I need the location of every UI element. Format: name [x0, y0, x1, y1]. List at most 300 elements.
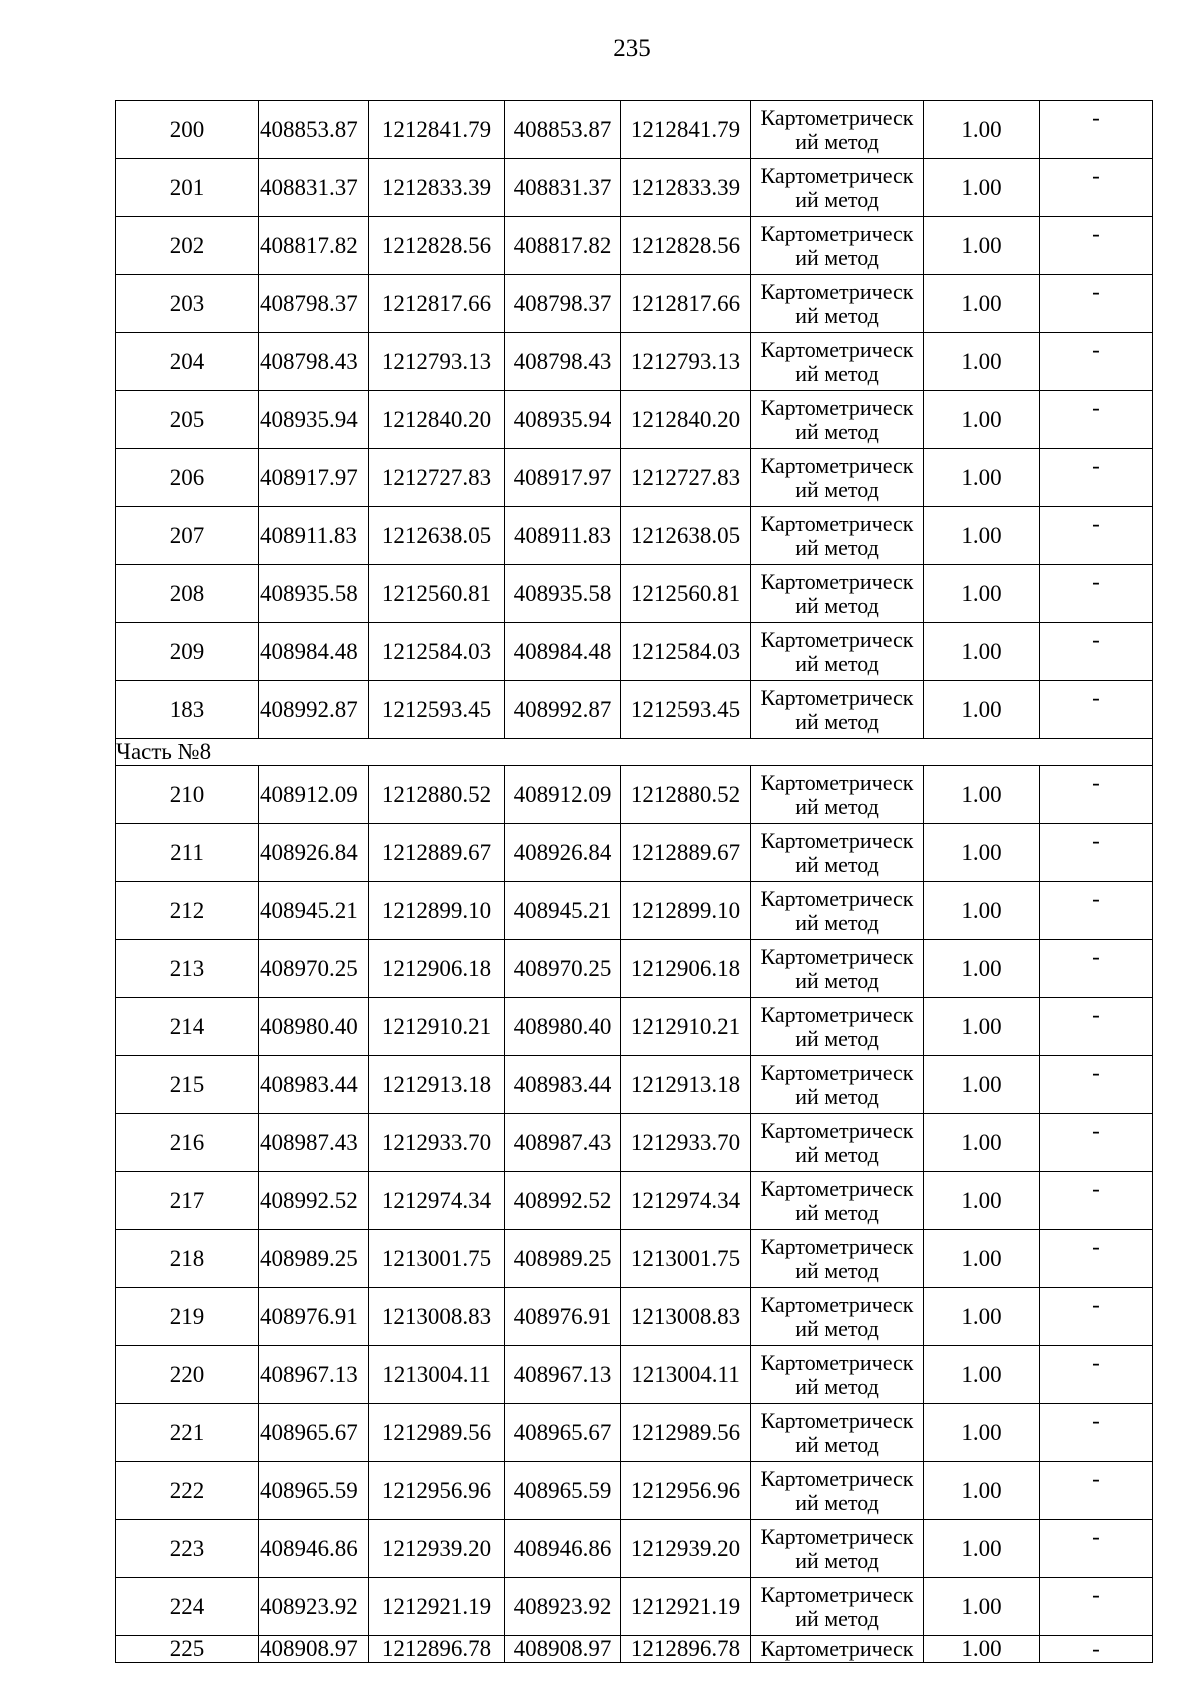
- x-specified-cell: 408983.44: [505, 1056, 621, 1114]
- y-existing-cell: 1212817.66: [369, 275, 505, 333]
- x-specified-cell: 408912.09: [505, 766, 621, 824]
- y-specified-cell: 1213001.75: [621, 1230, 751, 1288]
- method-line-2: ий метод: [795, 244, 879, 270]
- y-existing-cell: 1212989.56: [369, 1404, 505, 1462]
- method-line-1: Картометрическ: [760, 1465, 914, 1491]
- table-row: [116, 1404, 1153, 1462]
- table-row: [116, 1230, 1153, 1288]
- method-line-2: ий метод: [795, 1431, 879, 1457]
- y-existing-cell: 1212933.70: [369, 1114, 505, 1172]
- method-line-1: Картометрическ: [760, 1233, 914, 1259]
- point-number-cell: 208: [116, 565, 259, 623]
- y-specified-cell: 1212906.18: [621, 940, 751, 998]
- description-cell: -: [1040, 1520, 1153, 1578]
- table-row: [116, 998, 1153, 1056]
- method-line-1: Картометрическ: [760, 1581, 914, 1607]
- y-specified-cell: 1212833.39: [621, 159, 751, 217]
- method-line-1: Картометрическ: [760, 336, 914, 362]
- y-specified-cell: 1212593.45: [621, 681, 751, 739]
- method-cell: [751, 1520, 924, 1578]
- method-cell: [751, 275, 924, 333]
- method-line-1: Картометрическ: [760, 568, 914, 594]
- point-number-cell: 206: [116, 449, 259, 507]
- y-existing-cell: 1212793.13: [369, 333, 505, 391]
- x-existing-cell: 408967.13: [259, 1346, 369, 1404]
- description-cell: -: [1040, 824, 1153, 882]
- y-specified-cell: 1212956.96: [621, 1462, 751, 1520]
- method-cell: [751, 882, 924, 940]
- table-body-part-b: [116, 766, 1153, 1636]
- point-number-cell: 204: [116, 333, 259, 391]
- y-specified-cell: 1212989.56: [621, 1404, 751, 1462]
- x-existing-cell: 408992.52: [259, 1172, 369, 1230]
- description-cell: -: [1040, 101, 1153, 159]
- method-cell: [751, 449, 924, 507]
- table-row: [116, 623, 1153, 681]
- point-number-cell: 214: [116, 998, 259, 1056]
- method-cell: [751, 1172, 924, 1230]
- method-line-1: Картометрическ: [760, 1175, 914, 1201]
- method-line-2: ий метод: [795, 793, 879, 819]
- method-cell: [751, 766, 924, 824]
- accuracy-cell: 1.00: [924, 1056, 1040, 1114]
- description-cell: -: [1040, 1636, 1153, 1663]
- method-cell: [751, 565, 924, 623]
- method-line-1: Картометрическ: [760, 220, 914, 246]
- point-number-cell: 212: [116, 882, 259, 940]
- y-existing-cell: 1212899.10: [369, 882, 505, 940]
- point-number-cell: 202: [116, 217, 259, 275]
- method-line-1: Картометрическ: [760, 394, 914, 420]
- point-number-cell: 223: [116, 1520, 259, 1578]
- x-existing-cell: 408976.91: [259, 1288, 369, 1346]
- x-specified-cell: 408798.37: [505, 275, 621, 333]
- x-specified-cell: 408908.97: [505, 1636, 621, 1663]
- y-specified-cell: 1212889.67: [621, 824, 751, 882]
- y-specified-cell: 1212880.52: [621, 766, 751, 824]
- table-row: [116, 449, 1153, 507]
- x-existing-cell: 408984.48: [259, 623, 369, 681]
- y-existing-cell: 1212921.19: [369, 1578, 505, 1636]
- method-cell: [751, 1230, 924, 1288]
- y-specified-cell: 1212974.34: [621, 1172, 751, 1230]
- table-row: [116, 1172, 1153, 1230]
- table-row: [116, 217, 1153, 275]
- method-line-2: ий метод: [795, 360, 879, 386]
- table-row: [116, 1056, 1153, 1114]
- method-line-1: Картометрическ: [760, 885, 914, 911]
- point-number-cell: 218: [116, 1230, 259, 1288]
- method-line-2: ий метод: [795, 592, 879, 618]
- y-existing-cell: 1212896.78: [369, 1636, 505, 1663]
- method-line-2: ий метод: [795, 418, 879, 444]
- x-specified-cell: 408935.94: [505, 391, 621, 449]
- point-number-cell: 210: [116, 766, 259, 824]
- method-line-2: ий метод: [795, 1605, 879, 1631]
- y-specified-cell: 1212840.20: [621, 391, 751, 449]
- table-row: [116, 1462, 1153, 1520]
- table-row: [116, 101, 1153, 159]
- accuracy-cell: 1.00: [924, 449, 1040, 507]
- y-existing-cell: 1212584.03: [369, 623, 505, 681]
- method-line-2: ий метод: [795, 1257, 879, 1283]
- accuracy-cell: 1.00: [924, 1462, 1040, 1520]
- table-row: [116, 766, 1153, 824]
- description-cell: -: [1040, 333, 1153, 391]
- x-specified-cell: 408926.84: [505, 824, 621, 882]
- y-existing-cell: 1212974.34: [369, 1172, 505, 1230]
- x-existing-cell: 408817.82: [259, 217, 369, 275]
- y-specified-cell: 1212727.83: [621, 449, 751, 507]
- table-row: [116, 940, 1153, 998]
- x-existing-cell: 408798.37: [259, 275, 369, 333]
- table-body-part-a: [116, 101, 1153, 739]
- method-cell: [751, 623, 924, 681]
- description-cell: -: [1040, 1462, 1153, 1520]
- description-cell: -: [1040, 1056, 1153, 1114]
- method-line-2: ий метод: [795, 1315, 879, 1341]
- description-cell: -: [1040, 998, 1153, 1056]
- description-cell: -: [1040, 217, 1153, 275]
- y-existing-cell: 1212840.20: [369, 391, 505, 449]
- y-existing-cell: 1212910.21: [369, 998, 505, 1056]
- method-line-1: Картометрическ: [760, 1001, 914, 1027]
- method-cell: [751, 391, 924, 449]
- y-specified-cell: 1212584.03: [621, 623, 751, 681]
- x-existing-cell: 408989.25: [259, 1230, 369, 1288]
- description-cell: -: [1040, 1288, 1153, 1346]
- section-label: Часть №8: [116, 739, 1153, 766]
- y-specified-cell: 1212841.79: [621, 101, 751, 159]
- table-row: [116, 391, 1153, 449]
- x-specified-cell: 408853.87: [505, 101, 621, 159]
- method-cell: [751, 1056, 924, 1114]
- accuracy-cell: 1.00: [924, 391, 1040, 449]
- coordinates-table: [115, 100, 1153, 1663]
- method-line-1: Картометрическ: [760, 769, 914, 795]
- point-number-cell: 217: [116, 1172, 259, 1230]
- y-specified-cell: 1212560.81: [621, 565, 751, 623]
- y-existing-cell: 1212939.20: [369, 1520, 505, 1578]
- method-cell: [751, 217, 924, 275]
- method-cell: [751, 507, 924, 565]
- method-cell: [751, 998, 924, 1056]
- y-existing-cell: 1212727.83: [369, 449, 505, 507]
- y-existing-cell: 1212593.45: [369, 681, 505, 739]
- y-existing-cell: 1212906.18: [369, 940, 505, 998]
- y-existing-cell: 1212880.52: [369, 766, 505, 824]
- y-specified-cell: 1212793.13: [621, 333, 751, 391]
- method-line-2: ий метод: [795, 1025, 879, 1051]
- method-line-2: ий метод: [795, 909, 879, 935]
- description-cell: -: [1040, 391, 1153, 449]
- method-line-2: ий метод: [795, 128, 879, 154]
- accuracy-cell: 1.00: [924, 159, 1040, 217]
- table-row: [116, 1520, 1153, 1578]
- x-specified-cell: 408967.13: [505, 1346, 621, 1404]
- method-line-1: Картометрическ: [760, 510, 914, 536]
- x-specified-cell: 408945.21: [505, 882, 621, 940]
- description-cell: -: [1040, 1404, 1153, 1462]
- description-cell: -: [1040, 565, 1153, 623]
- x-specified-cell: 408984.48: [505, 623, 621, 681]
- table-row: [116, 1288, 1153, 1346]
- point-number-cell: 219: [116, 1288, 259, 1346]
- method-line-2: ий метод: [795, 1489, 879, 1515]
- method-line-2: ий метод: [795, 1141, 879, 1167]
- accuracy-cell: 1.00: [924, 101, 1040, 159]
- accuracy-cell: 1.00: [924, 940, 1040, 998]
- x-specified-cell: 408992.52: [505, 1172, 621, 1230]
- method-cell: [751, 1114, 924, 1172]
- description-cell: -: [1040, 507, 1153, 565]
- y-existing-cell: 1212560.81: [369, 565, 505, 623]
- y-existing-cell: 1212841.79: [369, 101, 505, 159]
- accuracy-cell: 1.00: [924, 275, 1040, 333]
- table-row: [116, 565, 1153, 623]
- method-line-1: Картометрическ: [760, 1117, 914, 1143]
- table-row: [116, 507, 1153, 565]
- y-specified-cell: 1212638.05: [621, 507, 751, 565]
- x-existing-cell: 408946.86: [259, 1520, 369, 1578]
- accuracy-cell: 1.00: [924, 1172, 1040, 1230]
- x-existing-cell: 408908.97: [259, 1636, 369, 1663]
- accuracy-cell: 1.00: [924, 1636, 1040, 1663]
- x-existing-cell: 408935.94: [259, 391, 369, 449]
- method-cell: [751, 1462, 924, 1520]
- x-existing-cell: 408831.37: [259, 159, 369, 217]
- y-specified-cell: 1212939.20: [621, 1520, 751, 1578]
- accuracy-cell: 1.00: [924, 507, 1040, 565]
- method-line-1: Картометрическ: [760, 104, 914, 130]
- y-existing-cell: 1212828.56: [369, 217, 505, 275]
- method-cell: [751, 681, 924, 739]
- point-number-cell: 225: [116, 1636, 259, 1663]
- point-number-cell: 222: [116, 1462, 259, 1520]
- accuracy-cell: 1.00: [924, 998, 1040, 1056]
- y-specified-cell: 1213008.83: [621, 1288, 751, 1346]
- x-existing-cell: 408983.44: [259, 1056, 369, 1114]
- method-line-2: ий метод: [795, 476, 879, 502]
- accuracy-cell: 1.00: [924, 333, 1040, 391]
- accuracy-cell: 1.00: [924, 565, 1040, 623]
- y-specified-cell: 1212921.19: [621, 1578, 751, 1636]
- accuracy-cell: 1.00: [924, 1230, 1040, 1288]
- description-cell: -: [1040, 1230, 1153, 1288]
- description-cell: -: [1040, 882, 1153, 940]
- x-existing-cell: 408917.97: [259, 449, 369, 507]
- table-row: [116, 1346, 1153, 1404]
- method-line-2: ий метод: [795, 708, 879, 734]
- table-body-last: [116, 1636, 1153, 1663]
- accuracy-cell: 1.00: [924, 1114, 1040, 1172]
- x-specified-cell: 408987.43: [505, 1114, 621, 1172]
- y-specified-cell: 1213004.11: [621, 1346, 751, 1404]
- table-row: [116, 824, 1153, 882]
- y-existing-cell: 1212833.39: [369, 159, 505, 217]
- method-cell: [751, 1288, 924, 1346]
- table-row: [116, 1578, 1153, 1636]
- method-line-1: Картометрическ: [760, 943, 914, 969]
- x-existing-cell: 408935.58: [259, 565, 369, 623]
- point-number-cell: 224: [116, 1578, 259, 1636]
- point-number-cell: 213: [116, 940, 259, 998]
- table-row: [116, 1114, 1153, 1172]
- method-line-1: Картометрическ: [760, 827, 914, 853]
- method-cell: [751, 1346, 924, 1404]
- x-specified-cell: 408798.43: [505, 333, 621, 391]
- x-specified-cell: 408911.83: [505, 507, 621, 565]
- method-cell: [751, 1578, 924, 1636]
- description-cell: -: [1040, 940, 1153, 998]
- method-cell: [751, 333, 924, 391]
- method-line-2: ий метод: [795, 1373, 879, 1399]
- y-specified-cell: 1212913.18: [621, 1056, 751, 1114]
- description-cell: -: [1040, 1346, 1153, 1404]
- method-line-2: ий метод: [795, 851, 879, 877]
- section-row: [116, 739, 1153, 766]
- table-row: [116, 1636, 1153, 1663]
- x-specified-cell: 408817.82: [505, 217, 621, 275]
- method-line-1: Картометрическ: [760, 278, 914, 304]
- x-existing-cell: 408912.09: [259, 766, 369, 824]
- x-existing-cell: 408980.40: [259, 998, 369, 1056]
- accuracy-cell: 1.00: [924, 882, 1040, 940]
- x-existing-cell: 408945.21: [259, 882, 369, 940]
- accuracy-cell: 1.00: [924, 623, 1040, 681]
- point-number-cell: 221: [116, 1404, 259, 1462]
- point-number-cell: 205: [116, 391, 259, 449]
- x-existing-cell: 408923.92: [259, 1578, 369, 1636]
- x-specified-cell: 408946.86: [505, 1520, 621, 1578]
- accuracy-cell: 1.00: [924, 1288, 1040, 1346]
- y-existing-cell: 1212889.67: [369, 824, 505, 882]
- method-cell: [751, 824, 924, 882]
- y-specified-cell: 1212899.10: [621, 882, 751, 940]
- y-existing-cell: 1212913.18: [369, 1056, 505, 1114]
- point-number-cell: 203: [116, 275, 259, 333]
- y-specified-cell: 1212910.21: [621, 998, 751, 1056]
- method-cell: Картометрическ: [751, 1636, 924, 1663]
- method-line-2: ий метод: [795, 186, 879, 212]
- accuracy-cell: 1.00: [924, 1404, 1040, 1462]
- x-specified-cell: 408965.59: [505, 1462, 621, 1520]
- accuracy-cell: 1.00: [924, 824, 1040, 882]
- accuracy-cell: 1.00: [924, 1346, 1040, 1404]
- method-line-1: Картометрическ: [760, 1523, 914, 1549]
- method-line-2: ий метод: [795, 1083, 879, 1109]
- method-line-2: ий метод: [795, 534, 879, 560]
- description-cell: -: [1040, 623, 1153, 681]
- point-number-cell: 220: [116, 1346, 259, 1404]
- x-existing-cell: 408987.43: [259, 1114, 369, 1172]
- x-specified-cell: 408980.40: [505, 998, 621, 1056]
- method-line-1: Картометрическ: [760, 684, 914, 710]
- method-line-1: Картометрическ: [760, 1407, 914, 1433]
- point-number-cell: 201: [116, 159, 259, 217]
- point-number-cell: 211: [116, 824, 259, 882]
- x-specified-cell: 408923.92: [505, 1578, 621, 1636]
- point-number-cell: 209: [116, 623, 259, 681]
- x-specified-cell: 408935.58: [505, 565, 621, 623]
- x-specified-cell: 408976.91: [505, 1288, 621, 1346]
- y-existing-cell: 1212956.96: [369, 1462, 505, 1520]
- table-row: [116, 333, 1153, 391]
- method-line-1: Картометрическ: [760, 1349, 914, 1375]
- description-cell: -: [1040, 1172, 1153, 1230]
- accuracy-cell: 1.00: [924, 681, 1040, 739]
- x-existing-cell: 408992.87: [259, 681, 369, 739]
- x-specified-cell: 408989.25: [505, 1230, 621, 1288]
- x-existing-cell: 408853.87: [259, 101, 369, 159]
- x-specified-cell: 408965.67: [505, 1404, 621, 1462]
- accuracy-cell: 1.00: [924, 766, 1040, 824]
- table-row: [116, 275, 1153, 333]
- y-specified-cell: 1212828.56: [621, 217, 751, 275]
- method-line-1: Картометрическ: [760, 452, 914, 478]
- y-existing-cell: 1213001.75: [369, 1230, 505, 1288]
- x-existing-cell: 408970.25: [259, 940, 369, 998]
- x-existing-cell: 408911.83: [259, 507, 369, 565]
- point-number-cell: 215: [116, 1056, 259, 1114]
- x-existing-cell: 408965.67: [259, 1404, 369, 1462]
- x-specified-cell: 408831.37: [505, 159, 621, 217]
- accuracy-cell: 1.00: [924, 1520, 1040, 1578]
- accuracy-cell: 1.00: [924, 217, 1040, 275]
- point-number-cell: 207: [116, 507, 259, 565]
- method-cell: [751, 940, 924, 998]
- x-specified-cell: 408917.97: [505, 449, 621, 507]
- x-specified-cell: 408992.87: [505, 681, 621, 739]
- point-number-cell: 183: [116, 681, 259, 739]
- description-cell: -: [1040, 1114, 1153, 1172]
- y-existing-cell: 1213004.11: [369, 1346, 505, 1404]
- method-line-1: Картометрическ: [760, 162, 914, 188]
- description-cell: -: [1040, 766, 1153, 824]
- y-existing-cell: 1213008.83: [369, 1288, 505, 1346]
- point-number-cell: 200: [116, 101, 259, 159]
- method-cell: [751, 159, 924, 217]
- page-number: 235: [613, 35, 651, 62]
- method-cell: [751, 101, 924, 159]
- table-row: [116, 159, 1153, 217]
- x-existing-cell: 408798.43: [259, 333, 369, 391]
- x-specified-cell: 408970.25: [505, 940, 621, 998]
- description-cell: -: [1040, 275, 1153, 333]
- method-line-2: ий метод: [795, 650, 879, 676]
- x-existing-cell: 408965.59: [259, 1462, 369, 1520]
- section-heading-body: [116, 739, 1153, 766]
- accuracy-cell: 1.00: [924, 1578, 1040, 1636]
- description-cell: -: [1040, 681, 1153, 739]
- y-specified-cell: 1212817.66: [621, 275, 751, 333]
- method-line-1: Картометрическ: [760, 1059, 914, 1085]
- method-line-2: ий метод: [795, 1547, 879, 1573]
- method-cell: [751, 1404, 924, 1462]
- method-line-2: ий метод: [795, 967, 879, 993]
- y-specified-cell: 1212896.78: [621, 1636, 751, 1663]
- point-number-cell: 216: [116, 1114, 259, 1172]
- x-existing-cell: 408926.84: [259, 824, 369, 882]
- method-line-2: ий метод: [795, 302, 879, 328]
- method-line-2: ий метод: [795, 1199, 879, 1225]
- y-specified-cell: 1212933.70: [621, 1114, 751, 1172]
- table-row: [116, 882, 1153, 940]
- method-line-1: Картометрическ: [760, 626, 914, 652]
- description-cell: -: [1040, 449, 1153, 507]
- method-line-1: Картометрическ: [760, 1291, 914, 1317]
- y-existing-cell: 1212638.05: [369, 507, 505, 565]
